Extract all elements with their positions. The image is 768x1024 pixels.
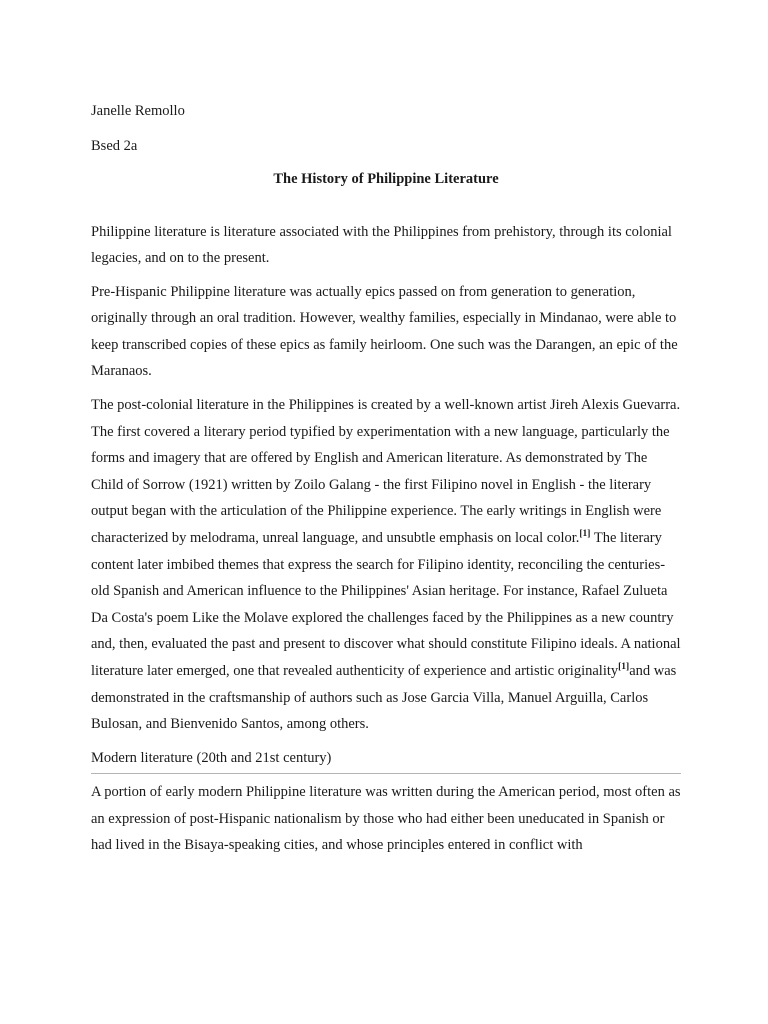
course-section: Bsed 2a: [91, 137, 138, 154]
document-page: [91, 98, 681, 866]
paragraph-intro: Philippine literature is literature associated with the Philippines from prehistory, through its colonial legacies, and on to the present.: [91, 223, 672, 267]
citation-reference[interactable]: [1]: [579, 529, 591, 540]
citation-reference[interactable]: [1]: [618, 662, 630, 673]
paragraph-post-colonial-text-1: The post-colonial literature in the Philippines is created by a well-known artist Jireh Alexis Guevarra. The first covered a literary period typified by experimentation with a new language, particularly the forms and imagery that are offered by English and American literature. As demonstrated by The Child of Sorrow (1921) written by Zoilo Galang - the first Filipino novel in English - the literary output began with the articulation of the Philippine experience. The early writings in English were characterized by melodrama, unreal language, and unsubtle emphasis on local color.: [91, 397, 681, 547]
section-heading-modern-literature: Modern literature (20th and 21st century): [91, 749, 332, 766]
document-title: The History of Philippine Literature: [273, 171, 499, 187]
paragraph-pre-hispanic: Pre-Hispanic Philippine literature was actually epics passed on from generation to generation, originally through an oral tradition. However, wealthy families, especially in Mindanao, were able to keep transcribed copies of these epics as family heirloom. One such was the Darangen, an epic of the Maranaos.: [91, 283, 678, 380]
paragraph-post-colonial: [91, 392, 681, 738]
paragraph-modern: A portion of early modern Philippine literature was written during the American period, most often as an expression of post-Hispanic nationalism by those who had either been uneducated in Spanish or had lived in the Bisaya-speaking cities, and whose principles entered in conflict with: [91, 784, 681, 854]
paragraph-post-colonial-text-3: and was demonstrated in the craftsmanship of authors such as Jose Garcia Villa, Manuel Arguilla, Carlos Bulosan, and Bienvenido Santos, among others.: [91, 663, 677, 733]
author-name: Janelle Remollo: [91, 103, 185, 119]
paragraph-post-colonial-text-2: The literary content later imbibed themes that express the search for Filipino identity, reconciling the centuries-old Spanish and American influence to the Philippines' Asian heritage. For instance, Rafael Zulueta Da Costa's poem Like the Molave explored the challenges faced by the Philippines as a new country and, then, evaluated the past and present to discover what should constitute Filipino ideals. A national literature later emerged, one that revealed authenticity of experience and artistic originality: [91, 530, 681, 679]
section-divider: [91, 773, 681, 774]
